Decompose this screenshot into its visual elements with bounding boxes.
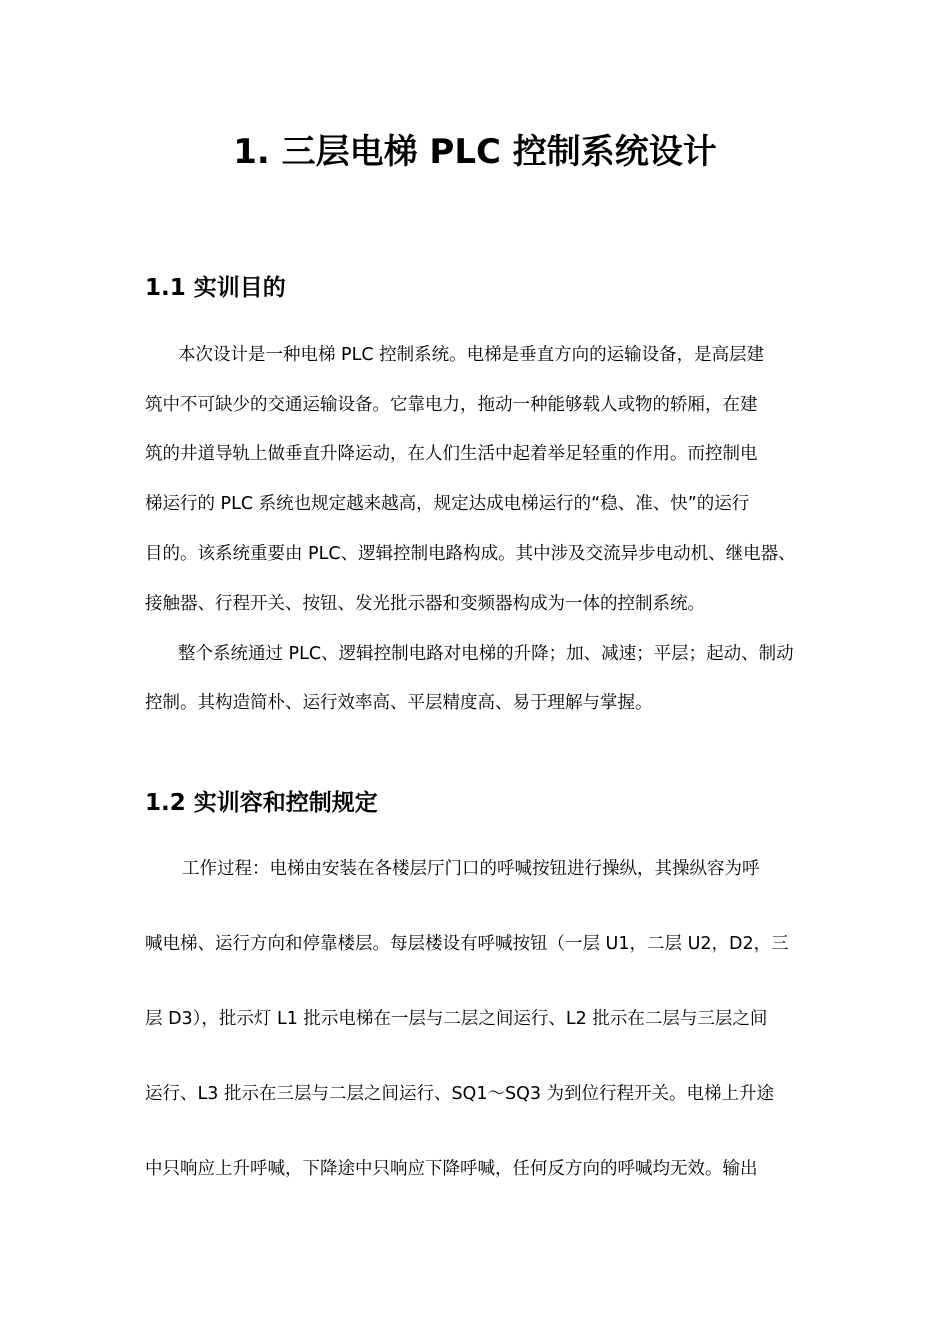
paragraph-line: 中只响应上升呼喊，下降途中只响应下降呼喊，任何反方向的呼喊均无效。输出: [145, 1159, 758, 1179]
paragraph-line: 筑中不可缺少的交通运输设备。它靠电力，拖动一种能够载人或物的轿厢，在建: [145, 395, 758, 415]
section-heading-1-1: 1.1 实训目的: [145, 275, 286, 301]
paragraph-line: 运行、L3 批示在三层与二层之间运行、SQ1～SQ3 为到位行程开关。电梯上升途: [145, 1084, 775, 1104]
paragraph-line: 控制。其构造简朴、运行效率高、平层精度高、易于理解与掌握。: [145, 693, 653, 713]
paragraph-line: 整个系统通过 PLC、逻辑控制电路对电梯的升降；加、减速；平层；起动、制动: [178, 644, 794, 664]
paragraph-line: 层 D3），批示灯 L1 批示电梯在一层与二层之间运行、L2 批示在二层与三层之间: [145, 1009, 768, 1029]
paragraph-line: 目的。该系统重要由 PLC、逻辑控制电路构成。其中涉及交流异步电动机、继电器、: [145, 544, 796, 564]
paragraph-line: 接触器、行程开关、按钮、发光批示器和变频器构成为一体的控制系统。: [145, 594, 705, 614]
paragraph-line: 喊电梯、运行方向和停靠楼层。每层楼设有呼喊按钮（一层 U1，二层 U2，D2，三: [145, 934, 789, 954]
section-heading-1-2: 1.2 实训容和控制规定: [145, 790, 378, 816]
paragraph-line: 工作过程：电梯由安装在各楼层厅门口的呼喊按钮进行操纵，其操纵容为呼: [182, 859, 760, 879]
paragraph-line: 筑的井道导轨上做垂直升降运动，在人们生活中起着举足轻重的作用。而控制电: [145, 444, 758, 464]
document-title: 1. 三层电梯 PLC 控制系统设计: [233, 132, 717, 172]
paragraph-line: 梯运行的 PLC 系统也规定越来越高，规定达成电梯运行的“稳、准、快”的运行: [145, 494, 750, 514]
paragraph-line: 本次设计是一种电梯 PLC 控制系统。电梯是垂直方向的运输设备，是高层建: [178, 345, 765, 365]
